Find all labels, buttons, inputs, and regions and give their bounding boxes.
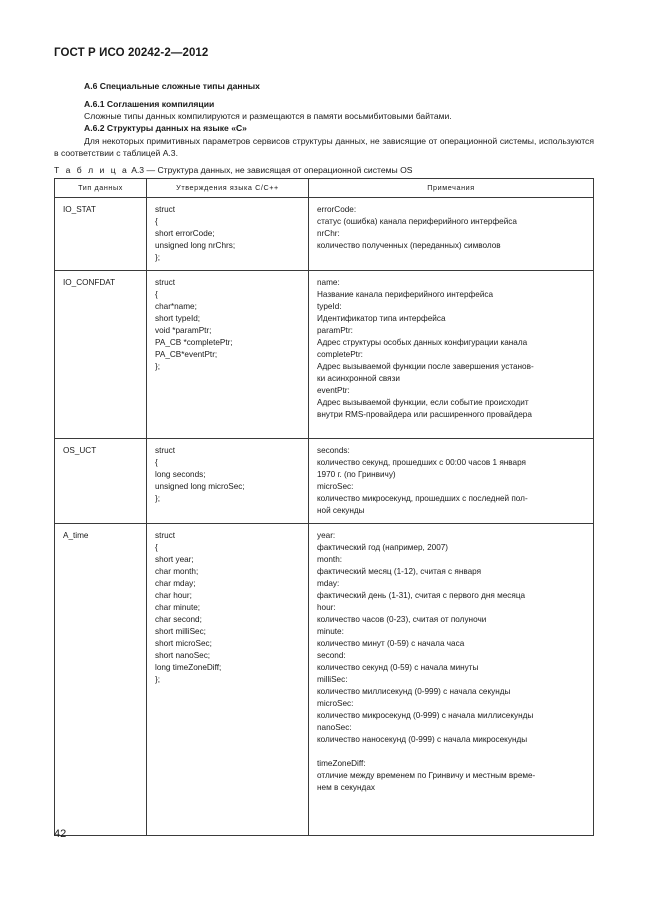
note-line: количество микросекунд, прошедших с последней пол- bbox=[317, 494, 528, 503]
cell-data-type bbox=[55, 439, 147, 524]
data-type-name: OS_UCT bbox=[63, 446, 97, 455]
note-line: количество микросекунд (0-999) с начала миллисекунды bbox=[317, 711, 534, 720]
code-line: char month; bbox=[155, 567, 199, 576]
table-caption bbox=[54, 165, 413, 176]
note-line: количество секунд (0-59) с начала минуты bbox=[317, 663, 479, 672]
code-line: long timeZoneDiff; bbox=[155, 663, 222, 672]
note-line: фактический день (1-31), считая с первого дня месяца bbox=[317, 591, 526, 600]
cell-code bbox=[147, 198, 309, 271]
note-line: Адрес вызываемой функции после завершения установ- bbox=[317, 362, 534, 371]
note-line: microSec: bbox=[317, 482, 354, 491]
note-line: 1970 г. (по Гринвичу) bbox=[317, 470, 396, 479]
section-a62-title: А.6.2 Структуры данных на языке «С» bbox=[84, 123, 247, 133]
table-caption-prefix: Т а б л и ц а bbox=[54, 165, 129, 175]
note-line: eventPtr: bbox=[317, 386, 350, 395]
code-line: char hour; bbox=[155, 591, 192, 600]
note-line: completePtr: bbox=[317, 350, 363, 359]
note-line: ки асинхронной связи bbox=[317, 374, 400, 383]
code-line: struct bbox=[155, 205, 176, 214]
table-caption-text: А.3 — Структура данных, не зависящая от операционной системы OS bbox=[131, 165, 413, 175]
note-line: milliSec: bbox=[317, 675, 348, 684]
code-line: short microSec; bbox=[155, 639, 212, 648]
code-line: }; bbox=[155, 253, 161, 262]
code-line: struct bbox=[155, 531, 176, 540]
data-type-name: IO_CONFDAT bbox=[63, 278, 116, 287]
cell-code bbox=[147, 524, 309, 836]
note-line: Идентификатор типа интерфейса bbox=[317, 314, 446, 323]
note-line: name: bbox=[317, 278, 340, 287]
code-line: { bbox=[155, 543, 158, 552]
code-line: short milliSec; bbox=[155, 627, 206, 636]
note-line: количество полученных (переданных) символов bbox=[317, 241, 501, 250]
data-type-name: IO_STAT bbox=[63, 205, 96, 214]
section-a62-text: Для некоторых примитивных параметров сервисов структуры данных, не зависящие от операционной системы, используются в соответствии с таблицей А.3. bbox=[54, 136, 594, 158]
code-line: PA_CB*eventPtr; bbox=[155, 350, 218, 359]
note-line: microSec: bbox=[317, 699, 354, 708]
note-line: mday: bbox=[317, 579, 340, 588]
note-line: нем в секундах bbox=[317, 783, 375, 792]
note-line: nrChr: bbox=[317, 229, 340, 238]
code-line: { bbox=[155, 217, 158, 226]
cell-code bbox=[147, 439, 309, 524]
code-line: struct bbox=[155, 278, 176, 287]
note-line: Название канала периферийного интерфейса bbox=[317, 290, 494, 299]
code-line: short nanoSec; bbox=[155, 651, 211, 660]
code-line: short typeId; bbox=[155, 314, 201, 323]
table-header-row bbox=[55, 179, 594, 198]
code-line: void *paramPtr; bbox=[155, 326, 212, 335]
header-notes: Примечания bbox=[309, 179, 594, 198]
cell-notes bbox=[309, 271, 594, 439]
document-header: ГОСТ Р ИСО 20242-2—2012 bbox=[54, 47, 209, 59]
note-line: ной секунды bbox=[317, 506, 365, 515]
note-line bbox=[317, 746, 587, 758]
cell-notes bbox=[309, 524, 594, 836]
cell-code bbox=[147, 271, 309, 439]
code-line: short year; bbox=[155, 555, 194, 564]
code-line: unsigned long nrChrs; bbox=[155, 241, 236, 250]
note-line: errorCode: bbox=[317, 205, 357, 214]
code-line: struct bbox=[155, 446, 176, 455]
code-line: unsigned long microSec; bbox=[155, 482, 245, 491]
note-line: second: bbox=[317, 651, 346, 660]
section-a61-title: А.6.1 Соглашения компиляции bbox=[84, 99, 215, 109]
code-line: long seconds; bbox=[155, 470, 206, 479]
code-line: }; bbox=[155, 494, 161, 503]
table-row bbox=[55, 524, 594, 836]
table-row bbox=[55, 198, 594, 271]
note-line: количество часов (0-23), считая от полуночи bbox=[317, 615, 487, 624]
code-line: }; bbox=[155, 675, 161, 684]
note-line: статус (ошибка) канала периферийного интерфейса bbox=[317, 217, 517, 226]
note-line: фактический месяц (1-12), считая с января bbox=[317, 567, 482, 576]
code-line: PA_CB *completePtr; bbox=[155, 338, 233, 347]
cell-data-type bbox=[55, 271, 147, 439]
section-a61-text: Сложные типы данных компилируются и размещаются в памяти восьмибитовыми байтами. bbox=[84, 111, 452, 121]
code-line: { bbox=[155, 290, 158, 299]
data-type-name: A_time bbox=[63, 531, 89, 540]
header-data-type: Тип данных bbox=[55, 179, 147, 198]
code-line: char second; bbox=[155, 615, 202, 624]
header-code-statements: Утверждения языка С/С++ bbox=[147, 179, 309, 198]
cell-data-type bbox=[55, 198, 147, 271]
note-line: typeId: bbox=[317, 302, 342, 311]
note-line: Адрес структуры особых данных конфигурации канала bbox=[317, 338, 528, 347]
cell-notes bbox=[309, 439, 594, 524]
data-structures-table bbox=[54, 178, 594, 836]
table-row bbox=[55, 439, 594, 524]
code-line: char mday; bbox=[155, 579, 196, 588]
note-line: количество миллисекунд (0-999) с начала секунды bbox=[317, 687, 511, 696]
note-line: Адрес вызываемой функции, если событие происходит bbox=[317, 398, 529, 407]
note-line: количество наносекунд (0-999) с начала микросекунды bbox=[317, 735, 528, 744]
page-number: 42 bbox=[54, 828, 67, 840]
section-a62-paragraph bbox=[54, 135, 594, 159]
note-line: количество минут (0-59) с начала часа bbox=[317, 639, 465, 648]
code-line: { bbox=[155, 458, 158, 467]
note-line: внутри RMS-провайдера или расширенного провайдера bbox=[317, 410, 532, 419]
cell-notes bbox=[309, 198, 594, 271]
note-line: minute: bbox=[317, 627, 344, 636]
cell-data-type bbox=[55, 524, 147, 836]
note-line: timeZoneDiff: bbox=[317, 759, 366, 768]
note-line: seconds: bbox=[317, 446, 350, 455]
note-line: month: bbox=[317, 555, 343, 564]
note-line: paramPtr: bbox=[317, 326, 353, 335]
note-line: hour: bbox=[317, 603, 336, 612]
code-line: char*name; bbox=[155, 302, 197, 311]
code-line: short errorCode; bbox=[155, 229, 215, 238]
section-a6-title: А.6 Специальные сложные типы данных bbox=[84, 81, 260, 91]
note-line: количество секунд, прошедших с 00:00 часов 1 января bbox=[317, 458, 526, 467]
note-line: фактический год (например, 2007) bbox=[317, 543, 449, 552]
table-row bbox=[55, 271, 594, 439]
note-line: отличие между временем по Гринвичу и местным време- bbox=[317, 771, 536, 780]
note-line: nanoSec: bbox=[317, 723, 352, 732]
code-line: }; bbox=[155, 362, 161, 371]
note-line: year: bbox=[317, 531, 336, 540]
code-line: char minute; bbox=[155, 603, 201, 612]
